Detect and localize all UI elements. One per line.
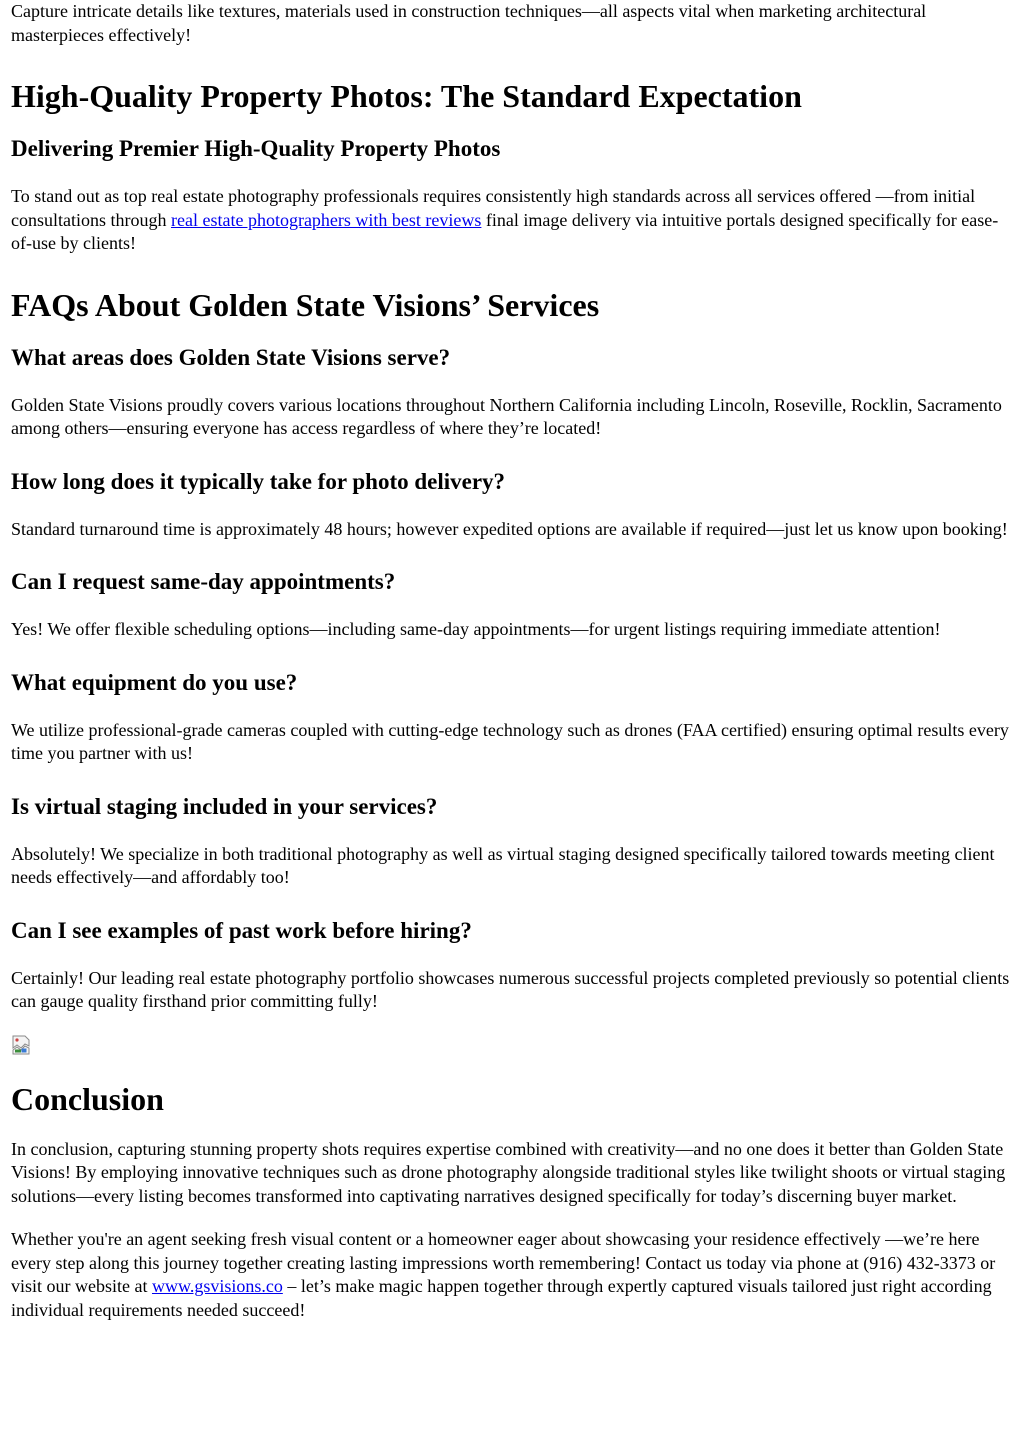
faq-answer: Golden State Visions proudly covers various locations throughout Northern California including Lincoln, Roseville, Rocklin, Sacramento among others—ensuring everyone has access regardless of where they’re located! <box>11 394 1002 438</box>
contact-text-before-link: Whether you're an agent seeking fresh visual content or a homeowner eager about showcasing your residence effectively —we’re here every step along this journey together creating lasting impressions worth remembering! Contact us today via phone at (916) 432-3373 or visit our website at <box>11 1229 996 1296</box>
conclusion-paragraph-2 <box>11 1228 1013 1322</box>
contact-text-after-link: – let’s make magic happen together through expertly captured visuals tailored just right according individual requirements needed succeed! <box>11 1276 992 1320</box>
faq-answer: Absolutely! We specialize in both traditional photography as well as virtual staging designed specifically tailored towards meeting client needs effectively—and affordably too! <box>11 843 995 887</box>
quality-text-after-link: final image delivery via intuitive portals designed specifically for ease-of-use by clients! <box>11 209 999 253</box>
conclusion-paragraph-1: In conclusion, capturing stunning property shots requires expertise combined with creativity—and no one does it better than Golden State Visions! By employing innovative techniques such as drone photography alongside traditional styles like twilight shoots or virtual staging solutions—every listing becomes transformed into captivating narratives designed specifically for today’s discerning buyer market. <box>11 1138 1006 1206</box>
broken-image-icon <box>11 1034 33 1056</box>
quality-paragraph <box>11 185 1013 256</box>
faq-answer: We utilize professional-grade cameras coupled with cutting-edge technology such as drones (FAA certified) ensuring optimal results every time you partner with us! <box>11 719 1009 763</box>
faq-question: Is virtual staging included in your services? <box>11 793 438 819</box>
faq-list <box>11 344 1013 1014</box>
faqs-heading: FAQs About Golden State Visions’ Services <box>11 286 600 323</box>
quality-text-before-link: To stand out as top real estate photography professionals requires consistently high standards across all services offered —from initial consultations through <box>11 186 976 230</box>
faq-item <box>11 917 1013 1014</box>
faq-question: Can I request same-day appointments? <box>11 569 396 594</box>
best-reviews-link[interactable]: real estate photographers with best reviews <box>171 209 482 230</box>
intro-paragraph: Capture intricate details like textures, materials used in construction techniques—all aspects vital when marketing architectural masterpieces effectively! <box>11 1 927 45</box>
faq-question: Can I see examples of past work before hiring? <box>11 917 472 943</box>
faq-question: What equipment do you use? <box>11 669 298 695</box>
website-link[interactable]: www.gsvisions.co <box>151 1276 283 1296</box>
faq-answer: Standard turnaround time is approximately 48 hours; however expedited options are available if required—just let us know upon booking! <box>11 518 1008 539</box>
faq-item <box>11 669 1013 766</box>
faq-question: What areas does Golden State Visions serve? <box>11 344 451 370</box>
faq-answer: Yes! We offer flexible scheduling options—including same-day appointments—for urgent listings requiring immediate attention! <box>11 619 941 639</box>
faq-item <box>11 793 1013 890</box>
conclusion-heading: Conclusion <box>11 1080 164 1117</box>
faq-item <box>11 344 1013 441</box>
section-heading-quality: High-Quality Property Photos: The Standard Expectation <box>11 78 802 114</box>
subheading-premier-photos: Delivering Premier High-Quality Property Photos <box>11 136 501 161</box>
faq-item <box>11 468 1013 542</box>
faq-answer: Certainly! Our leading real estate photography portfolio showcases numerous successful projects completed previously so potential clients can gauge quality firsthand prior committing fully! <box>11 967 1010 1011</box>
faq-question: How long does it typically take for photo delivery? <box>11 468 506 494</box>
faq-item <box>11 568 1013 642</box>
